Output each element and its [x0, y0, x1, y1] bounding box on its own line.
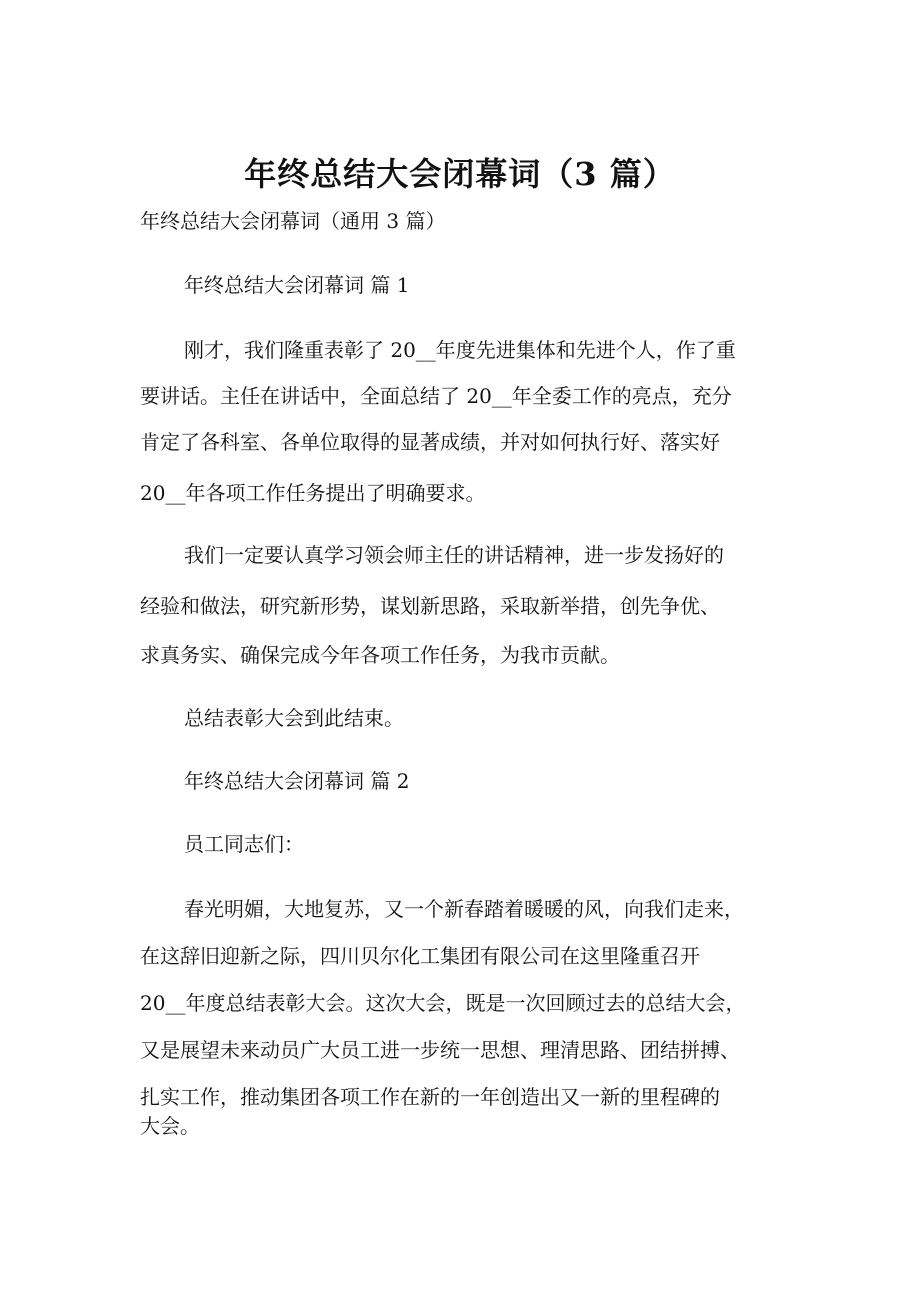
greeting: 员工同志们： — [184, 832, 304, 856]
paragraph-line: 在这辞旧迎新之际，四川贝尔化工集团有限公司在这里隆重召开 — [140, 944, 700, 968]
paragraph-line: 求真务实、确保完成今年各项工作任务，为我市贡献。 — [140, 643, 620, 667]
paragraph-line: 要讲话。主任在讲话中，全面总结了 20__年全委工作的亮点，充分 — [140, 384, 732, 408]
section-2-heading: 年终总结大会闭幕词 篇 2 — [184, 769, 410, 793]
paragraph-line: 肯定了各科室、各单位取得的显著成绩，并对如何执行好、落实好 — [140, 430, 720, 454]
document-subtitle: 年终总结大会闭幕词（通用 3 篇） — [140, 209, 446, 233]
paragraph-line: 经验和做法，研究新形势，谋划新思路，采取新举措，创先争优、 — [140, 594, 720, 618]
paragraph-line: 20__年度总结表彰大会。这次大会，既是一次回顾过去的总结大会， — [140, 991, 746, 1015]
closing-statement: 总结表彰大会到此结束。 — [184, 706, 404, 730]
paragraph-line: 刚才，我们隆重表彰了 20__年度先进集体和先进个人，作了重 — [184, 338, 736, 362]
paragraph-line: 20__年各项工作任务提出了明确要求。 — [140, 481, 486, 505]
paragraph-line: 扎实工作，推动集团各项工作在新的一年创造出又一新的里程碑的 — [140, 1085, 720, 1109]
paragraph-line: 大会。 — [140, 1114, 200, 1138]
paragraph-line: 又是展望未来动员广大员工进一步统一思想、理清思路、团结拼搏、 — [140, 1038, 740, 1062]
document-title: 年终总结大会闭幕词（3 篇） — [244, 155, 676, 193]
section-1-heading: 年终总结大会闭幕词 篇 1 — [184, 273, 410, 297]
paragraph-line: 我们一定要认真学习领会师主任的讲话精神，进一步发扬好的 — [184, 543, 724, 567]
paragraph-line: 春光明媚，大地复苏，又一个新春踏着暖暖的风，向我们走来， — [184, 897, 744, 921]
